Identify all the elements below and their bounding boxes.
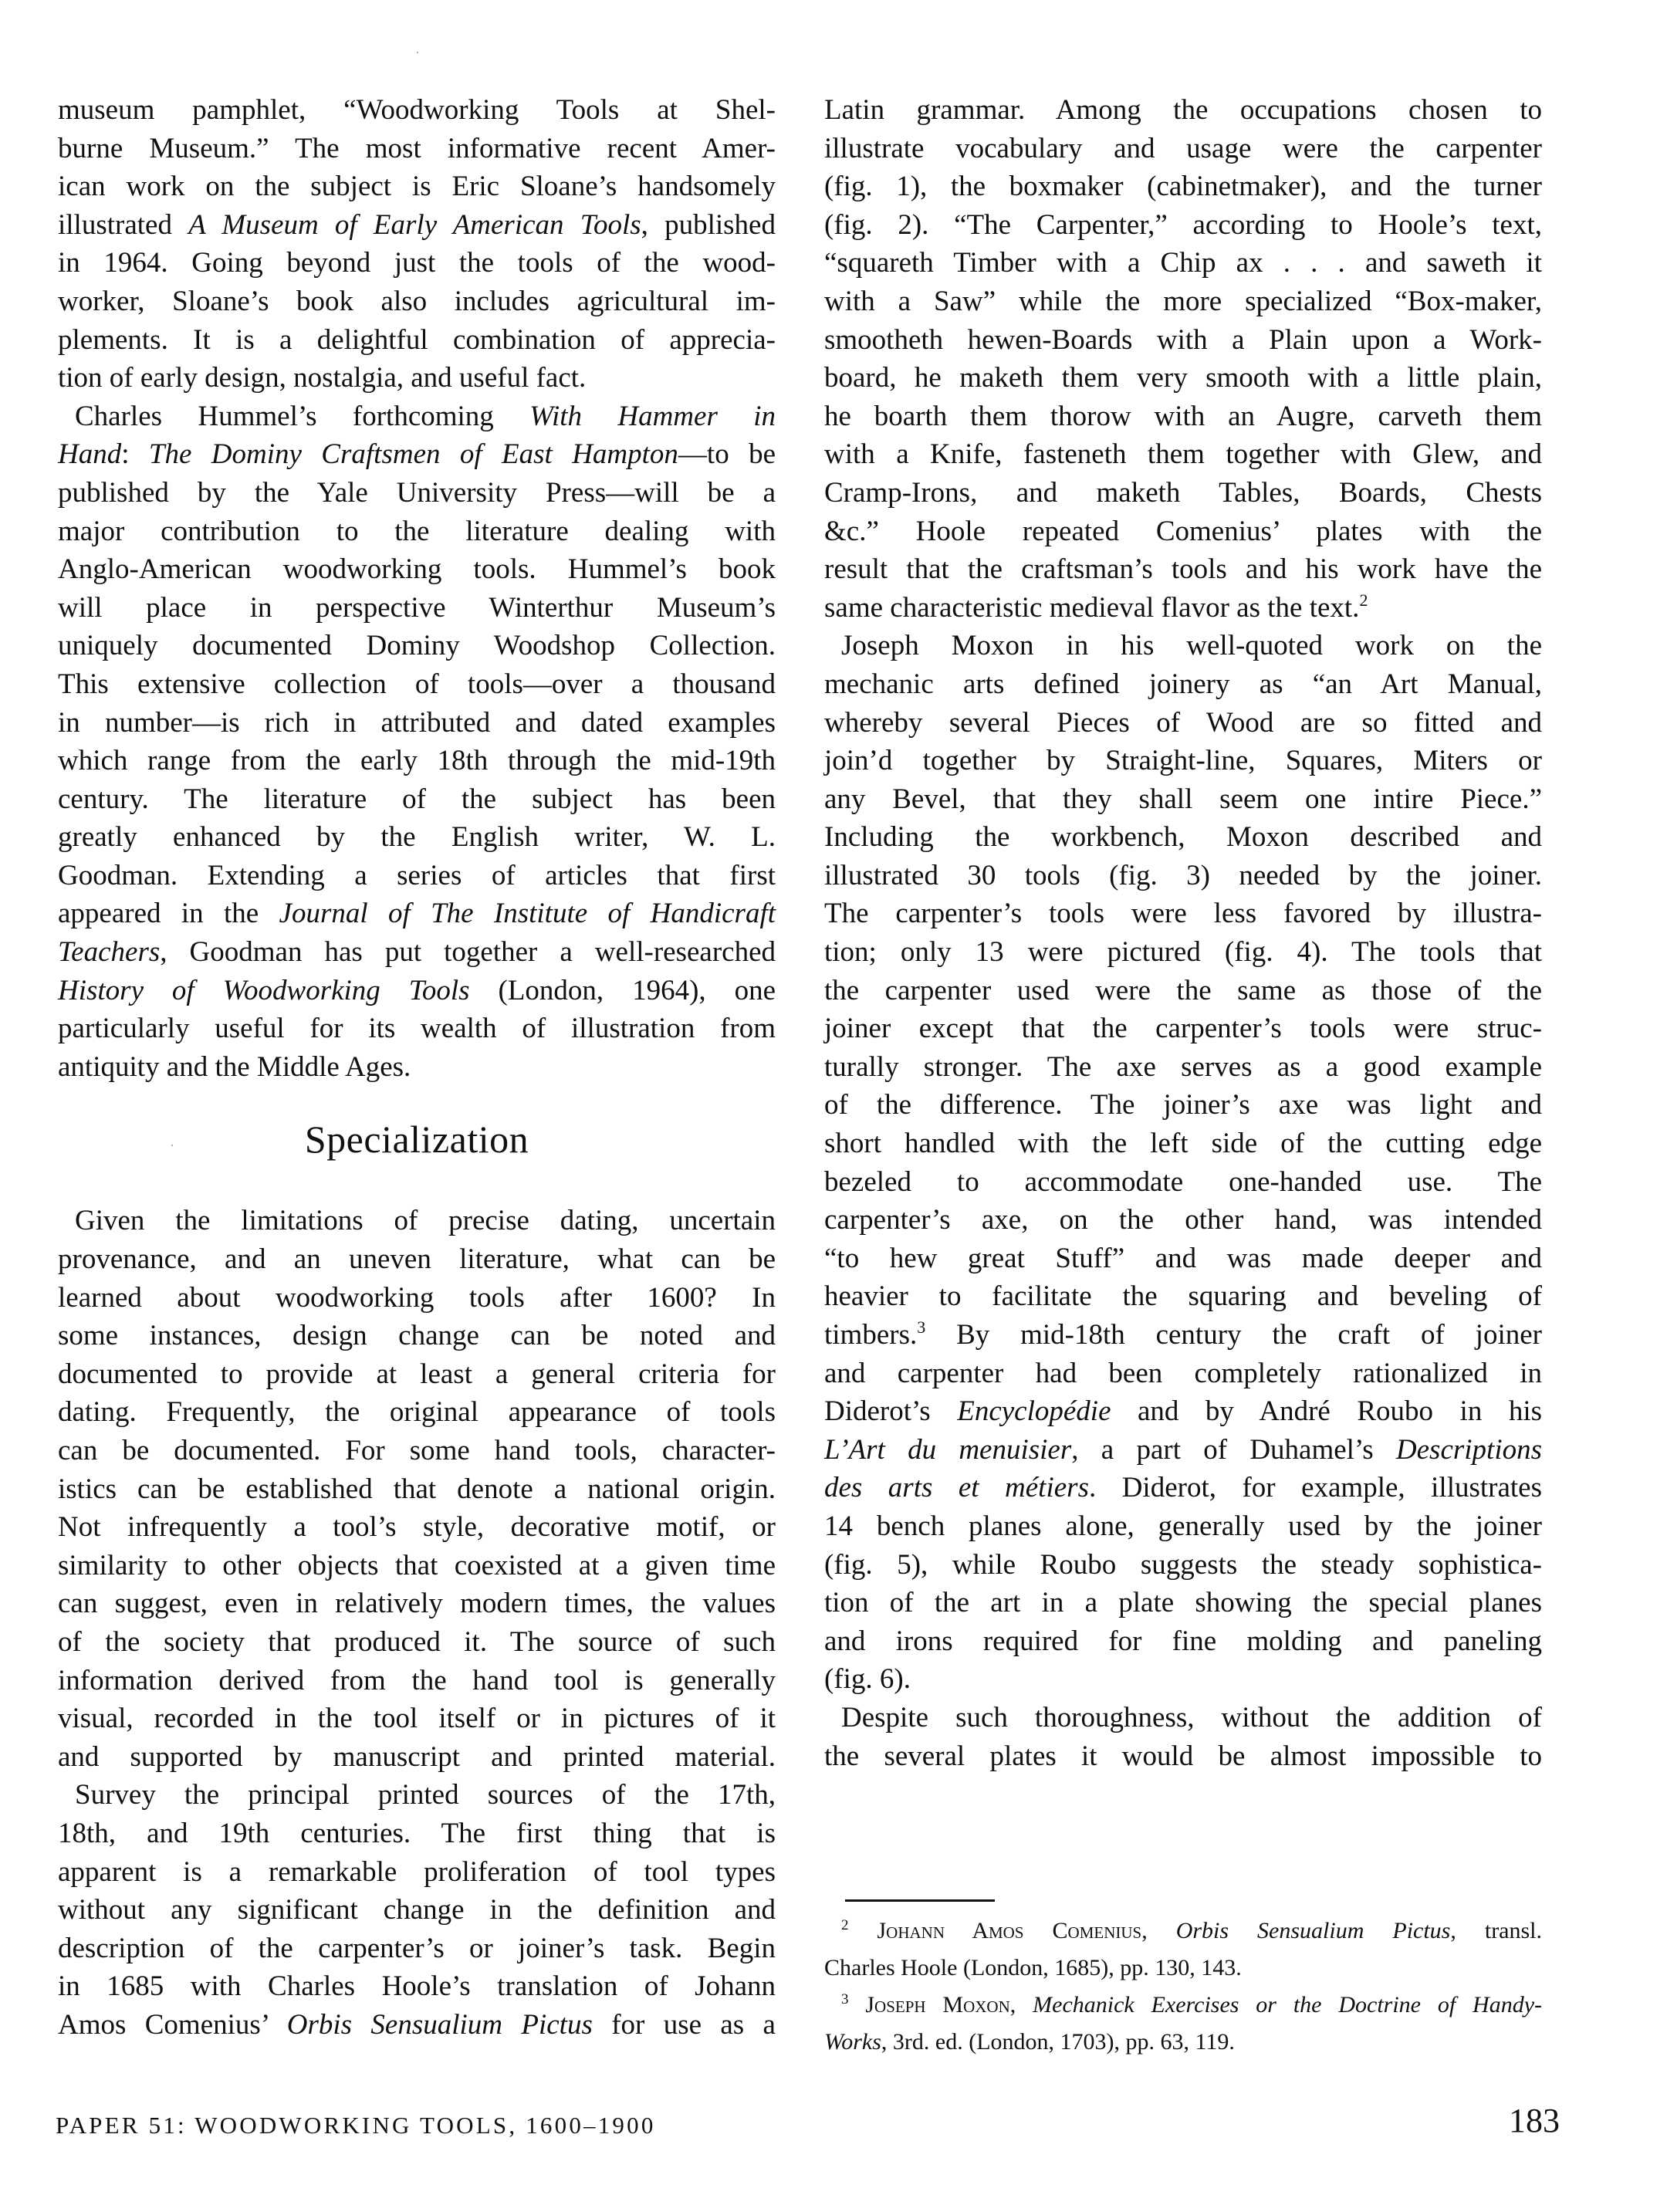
text-segment: with a Knife, fasteneth them together with Glew, and	[824, 438, 1542, 471]
text-segment: Given the limitations of precise dating, uncertain	[75, 1205, 776, 1237]
text-segment: in 1685 with Charles Hoole’s translation of Johann	[58, 1970, 776, 2003]
text-line	[824, 1950, 1542, 1987]
text-line	[824, 1086, 1542, 1125]
text-line	[58, 1048, 776, 1087]
text-segment: the carpenter used were the same as those of the	[824, 974, 1542, 1006]
text-line	[58, 589, 776, 627]
text-line	[58, 1623, 776, 1662]
footnote-divider	[845, 1899, 995, 1902]
footnotes	[824, 1913, 1542, 2061]
text-segment: carpenter’s axe, on the other hand, was intended	[824, 1204, 1542, 1236]
text-segment: “to hew great Stuff” and was made deeper and	[824, 1242, 1542, 1274]
text-segment: (fig. 6).	[824, 1663, 911, 1696]
text-segment: Joseph Moxon	[865, 1992, 1010, 2018]
text-segment: Charles Hoole (London, 1685), pp. 130, 143.	[824, 1955, 1242, 1980]
text-segment: Goodman. Extending a series of articles that first	[58, 859, 776, 891]
text-line	[58, 1930, 776, 1968]
text-line	[58, 665, 776, 704]
text-line	[824, 589, 1542, 627]
running-footer: PAPER 51: WOODWORKING TOOLS, 1600–1900	[56, 2112, 656, 2139]
text-segment: heavier to facilitate the squaring and beveling of	[824, 1280, 1542, 1313]
text-segment: ,	[1009, 1992, 1033, 2018]
italic-text: The Dominy Craftsmen of East Hampton	[148, 438, 678, 471]
text-line	[58, 1432, 776, 1470]
text-line	[58, 550, 776, 589]
text-segment: (fig. 5), while Roubo suggests the steady sophistica-	[824, 1548, 1542, 1581]
text-segment: without any significant change in the definition and	[58, 1894, 776, 1926]
text-line	[58, 627, 776, 665]
text-segment: short handled with the left side of the cutting edge	[824, 1128, 1542, 1160]
text-segment: Charles Hummel’s forthcoming	[75, 400, 530, 432]
text-line	[824, 282, 1542, 321]
text-line	[824, 321, 1542, 360]
text-segment: some instances, design change can be noted and	[58, 1320, 776, 1352]
text-segment: greatly enhanced by the English writer, W. L.	[58, 821, 776, 854]
text-segment: (London, 1964), one	[469, 974, 776, 1006]
text-line	[824, 1125, 1542, 1163]
text-segment: provenance, and an uneven literature, what can be	[58, 1243, 776, 1276]
italic-text: Orbis Sensualium Pictus	[1175, 1918, 1451, 1943]
text-line	[824, 244, 1542, 282]
text-segment: can suggest, even in relatively modern times, the values	[58, 1588, 776, 1620]
text-segment: Johann Amos Comenius	[877, 1918, 1142, 1943]
text-line	[58, 474, 776, 512]
text-line	[824, 665, 1542, 704]
text-segment: and by André Roubo in his	[1111, 1395, 1543, 1428]
text-segment: information derived from the hand tool is generally	[58, 1664, 776, 1696]
text-segment: Not infrequently a tool’s style, decorative motif, or	[58, 1511, 776, 1544]
text-line	[824, 1699, 1542, 1737]
text-segment: illustrate vocabulary and usage were the carpenter	[824, 132, 1542, 164]
text-segment: in 1964. Going beyond just the tools of the wood-	[58, 247, 776, 279]
text-segment: major contribution to the literature dealing with	[58, 515, 776, 547]
text-line	[824, 1010, 1542, 1048]
text-line	[58, 397, 776, 436]
text-segment: illustrated	[58, 208, 189, 241]
italic-text: Orbis Sensualium Pictus	[286, 2008, 593, 2041]
text-segment: in number—is rich in attributed and dated examples	[58, 706, 776, 739]
text-segment: burne Museum.” The most informative recent Amer-	[58, 132, 776, 164]
text-line	[58, 1585, 776, 1623]
text-line	[824, 1546, 1542, 1585]
text-segment: of the difference. The joiner’s axe was light and	[824, 1089, 1542, 1121]
text-line	[824, 397, 1542, 436]
text-segment: visual, recorded in the tool itself or in pictures of it	[58, 1703, 776, 1735]
text-segment: illustrated 30 tools (fig. 3) needed by the joiner.	[824, 859, 1542, 891]
text-segment: , transl.	[1450, 1918, 1543, 1943]
text-line	[824, 1163, 1542, 1202]
text-line	[824, 206, 1542, 245]
italic-text: A Museum of Early American Tools	[188, 208, 641, 241]
text-segment: appeared in the	[58, 898, 279, 930]
italic-text: Mechanick Exercises or the Doctrine of Handy-	[1033, 1992, 1543, 2018]
text-line	[58, 1891, 776, 1930]
text-line	[824, 704, 1542, 742]
text-segment: , a part of Duhamel’s	[1071, 1433, 1396, 1466]
text-segment	[849, 1992, 866, 2018]
paragraph	[58, 1776, 776, 2044]
text-segment: , 3rd. ed. (London, 1703), pp. 63, 119.	[881, 2029, 1235, 2055]
paragraph	[824, 1699, 1542, 1775]
text-segment: for use as a	[592, 2008, 776, 2041]
text-line	[824, 1316, 1542, 1355]
text-segment: —to be	[678, 438, 776, 471]
text-segment: uniquely documented Dominy Woodshop Collection.	[58, 630, 776, 662]
text-segment	[849, 1918, 877, 1943]
text-line	[824, 1048, 1542, 1087]
text-segment: tion of the art in a plate showing the special planes	[824, 1587, 1542, 1619]
text-line	[58, 1662, 776, 1700]
text-segment: and carpenter had been completely rationalized in	[824, 1357, 1542, 1389]
scan-speck	[417, 52, 418, 53]
text-line	[824, 780, 1542, 819]
text-line	[58, 742, 776, 780]
footnote-marker: 3	[841, 1991, 849, 2007]
italic-text: Teachers	[58, 936, 161, 969]
text-segment: similarity to other objects that coexisted at a given time	[58, 1549, 776, 1581]
text-line	[824, 1392, 1542, 1431]
text-segment: (fig. 2). “The Carpenter,” according to Hoole’s text,	[824, 208, 1542, 241]
text-segment: ,	[1141, 1918, 1176, 1943]
text-segment: Survey the principal printed sources of the 17th,	[75, 1779, 776, 1811]
text-line	[824, 512, 1542, 551]
text-line	[58, 780, 776, 819]
text-segment: description of the carpenter’s or joiner’s task. Begin	[58, 1932, 776, 1964]
text-line	[58, 359, 776, 397]
text-line	[58, 972, 776, 1010]
text-line	[824, 550, 1542, 589]
text-line	[58, 244, 776, 282]
text-segment: istics can be established that denote a national origin.	[58, 1473, 776, 1505]
text-line	[58, 435, 776, 474]
text-line	[824, 435, 1542, 474]
text-segment: worker, Sloane’s book also includes agricultural im-	[58, 285, 776, 317]
italic-text: Works	[824, 2029, 881, 2055]
text-line	[824, 1201, 1542, 1240]
text-line	[824, 1584, 1542, 1622]
text-line	[824, 474, 1542, 512]
paragraph	[58, 91, 776, 397]
text-segment: bezeled to accommodate one-handed use. The	[824, 1165, 1542, 1198]
text-line	[58, 1700, 776, 1738]
text-line	[58, 2006, 776, 2045]
paragraph	[58, 397, 776, 1087]
text-segment: Cramp-Irons, and maketh Tables, Boards, Chests	[824, 476, 1542, 509]
text-line	[824, 972, 1542, 1010]
text-segment: 14 bench planes alone, generally used by the joiner	[824, 1510, 1542, 1542]
text-segment: turally stronger. The axe serves as a good example	[824, 1050, 1542, 1083]
text-segment: published by the Yale University Press—will be a	[58, 476, 776, 509]
text-line	[58, 206, 776, 245]
italic-text: des arts et métiers	[824, 1472, 1089, 1504]
footnote-3	[824, 1987, 1542, 2061]
text-segment: smootheth hewen-Boards with a Plain upon a Work-	[824, 323, 1542, 356]
text-line	[58, 1547, 776, 1585]
italic-text: L’Art du menuisier	[824, 1433, 1072, 1466]
paragraph	[824, 627, 1542, 1699]
text-line	[58, 895, 776, 933]
text-segment: particularly useful for its wealth of illustration from	[58, 1013, 776, 1045]
text-line	[824, 1277, 1542, 1316]
text-line	[58, 321, 776, 360]
text-segment: :	[121, 438, 149, 471]
text-line	[58, 1355, 776, 1394]
text-line	[824, 359, 1542, 397]
text-segment: (fig. 1), the boxmaker (cabinetmaker), and the turner	[824, 171, 1542, 203]
text-line	[824, 1240, 1542, 1278]
text-segment: mechanic arts defined joinery as “an Art Manual,	[824, 668, 1542, 700]
text-segment: Joseph Moxon in his well-quoted work on the	[841, 630, 1542, 662]
section-heading: Specialization	[304, 1118, 529, 1162]
text-segment: result that the craftsman’s tools and his work have the	[824, 553, 1542, 586]
text-segment: board, he maketh them very smooth with a little plain,	[824, 362, 1542, 394]
text-segment: and irons required for fine molding and paneling	[824, 1625, 1542, 1657]
text-line	[58, 1010, 776, 1048]
text-line	[824, 1660, 1542, 1699]
text-line	[824, 130, 1542, 168]
text-line	[58, 933, 776, 972]
text-segment: he boarth them thorow with an Augre, carveth them	[824, 400, 1542, 432]
text-line	[824, 627, 1542, 665]
text-line	[824, 818, 1542, 857]
text-line	[58, 91, 776, 130]
text-segment: antiquity and the Middle Ages.	[58, 1050, 411, 1083]
italic-text: Journal of The Institute of Handicraft	[279, 898, 776, 930]
text-segment: whereby several Pieces of Wood are so fitted and	[824, 706, 1542, 739]
text-segment: Despite such thoroughness, without the addition of	[841, 1701, 1542, 1733]
text-line	[58, 1470, 776, 1509]
text-segment: Diderot’s	[824, 1395, 958, 1428]
text-segment: dating. Frequently, the original appearance of tools	[58, 1396, 776, 1429]
text-segment: with a Saw” while the more specialized “Box-maker,	[824, 285, 1542, 317]
text-line	[824, 1913, 1542, 1950]
text-line	[824, 91, 1542, 130]
text-segment: learned about woodworking tools after 1600? In	[58, 1281, 776, 1314]
text-line	[58, 1393, 776, 1432]
text-line	[58, 1776, 776, 1815]
text-line	[58, 1317, 776, 1355]
text-segment: The carpenter’s tools were less favored by illustra-	[824, 898, 1542, 930]
italic-text: Descriptions	[1395, 1433, 1543, 1466]
footnote-marker: 3	[917, 1317, 926, 1337]
text-line	[58, 282, 776, 321]
text-segment: This extensive collection of tools—over a thousand	[58, 668, 776, 700]
footnote-2	[824, 1913, 1542, 1987]
text-segment: Amos Comenius’	[58, 2008, 287, 2041]
text-line	[58, 1967, 776, 2006]
footnote-marker: 2	[1359, 590, 1368, 610]
text-segment: Including the workbench, Moxon described and	[824, 821, 1542, 854]
text-line	[824, 1431, 1542, 1470]
text-line	[58, 1202, 776, 1240]
italic-text: Hand	[58, 438, 122, 471]
text-line	[58, 857, 776, 895]
footnote-marker: 2	[841, 1917, 849, 1933]
text-segment: museum pamphlet, “Woodworking Tools at Shel-	[58, 94, 776, 126]
text-segment: the several plates it would be almost impossible to	[824, 1740, 1542, 1772]
text-line	[824, 895, 1542, 933]
text-segment: apparent is a remarkable proliferation of tool types	[58, 1855, 776, 1888]
text-segment: which range from the early 18th through the mid-19th	[58, 745, 776, 777]
text-line	[824, 933, 1542, 972]
text-segment: will place in perspective Winterthur Museum’s	[58, 591, 776, 624]
text-line	[58, 818, 776, 857]
italic-text: Encyclopédie	[957, 1395, 1111, 1428]
text-segment: plements. It is a delightful combination of apprecia-	[58, 323, 776, 356]
text-segment: . Diderot, for example, illustrates	[1088, 1472, 1542, 1504]
text-line	[58, 512, 776, 551]
text-line	[824, 857, 1542, 895]
text-line	[824, 1987, 1542, 2024]
text-segment: &c.” Hoole repeated Comenius’ plates with the	[824, 515, 1542, 547]
text-segment: ican work on the subject is Eric Sloane’s handsomely	[58, 171, 776, 203]
text-segment: documented to provide at least a general criteria for	[58, 1358, 776, 1390]
text-line	[824, 1507, 1542, 1546]
text-segment: tion of early design, nostalgia, and useful fact.	[58, 362, 587, 394]
text-line	[824, 1737, 1542, 1776]
text-segment: century. The literature of the subject has been	[58, 783, 776, 815]
text-segment: timbers.	[824, 1319, 918, 1351]
text-segment: same characteristic medieval flavor as the text.	[824, 591, 1360, 624]
text-segment: “squareth Timber with a Chip ax . . . and saweth it	[824, 247, 1542, 279]
text-segment: of the society that produced it. The source of such	[58, 1625, 776, 1658]
text-line	[58, 1508, 776, 1547]
text-line	[58, 1738, 776, 1777]
text-line	[58, 130, 776, 168]
paragraph	[58, 1202, 776, 1776]
page-number: 183	[1509, 2102, 1560, 2139]
text-segment: join’d together by Straight-line, Squares, Miters or	[824, 745, 1542, 777]
text-segment: , published	[641, 208, 776, 241]
text-line	[824, 742, 1542, 780]
text-line	[58, 1815, 776, 1853]
text-line	[824, 1355, 1542, 1393]
text-segment: Latin grammar. Among the occupations chosen to	[824, 94, 1542, 126]
text-segment: 18th, and 19th centuries. The first thing that is	[58, 1817, 776, 1849]
text-segment: and supported by manuscript and printed material.	[58, 1740, 776, 1773]
text-line	[824, 167, 1542, 206]
text-line	[58, 167, 776, 206]
text-segment: Anglo-American woodworking tools. Hummel’s book	[58, 553, 776, 586]
italic-text: History of Woodworking Tools	[58, 974, 470, 1006]
text-segment: can be documented. For some hand tools, character-	[58, 1435, 776, 1466]
text-segment: joiner except that the carpenter’s tools were struc-	[824, 1013, 1542, 1045]
text-line	[58, 1279, 776, 1317]
text-segment: By mid-18th century the craft of joiner	[925, 1319, 1542, 1351]
left-column	[58, 91, 776, 2045]
italic-text: With Hammer in	[529, 400, 776, 432]
text-line	[824, 1469, 1542, 1507]
text-line	[58, 704, 776, 742]
text-line	[824, 1622, 1542, 1661]
right-column	[824, 91, 1542, 1775]
text-segment: any Bevel, that they shall seem one intire Piece.”	[824, 783, 1542, 815]
text-segment: , Goodman has put together a well-researched	[160, 936, 776, 969]
paragraph	[824, 91, 1542, 627]
text-line	[824, 2024, 1542, 2061]
text-line	[58, 1240, 776, 1279]
text-segment: tion; only 13 were pictured (fig. 4). The tools that	[824, 936, 1542, 969]
text-line	[58, 1853, 776, 1892]
